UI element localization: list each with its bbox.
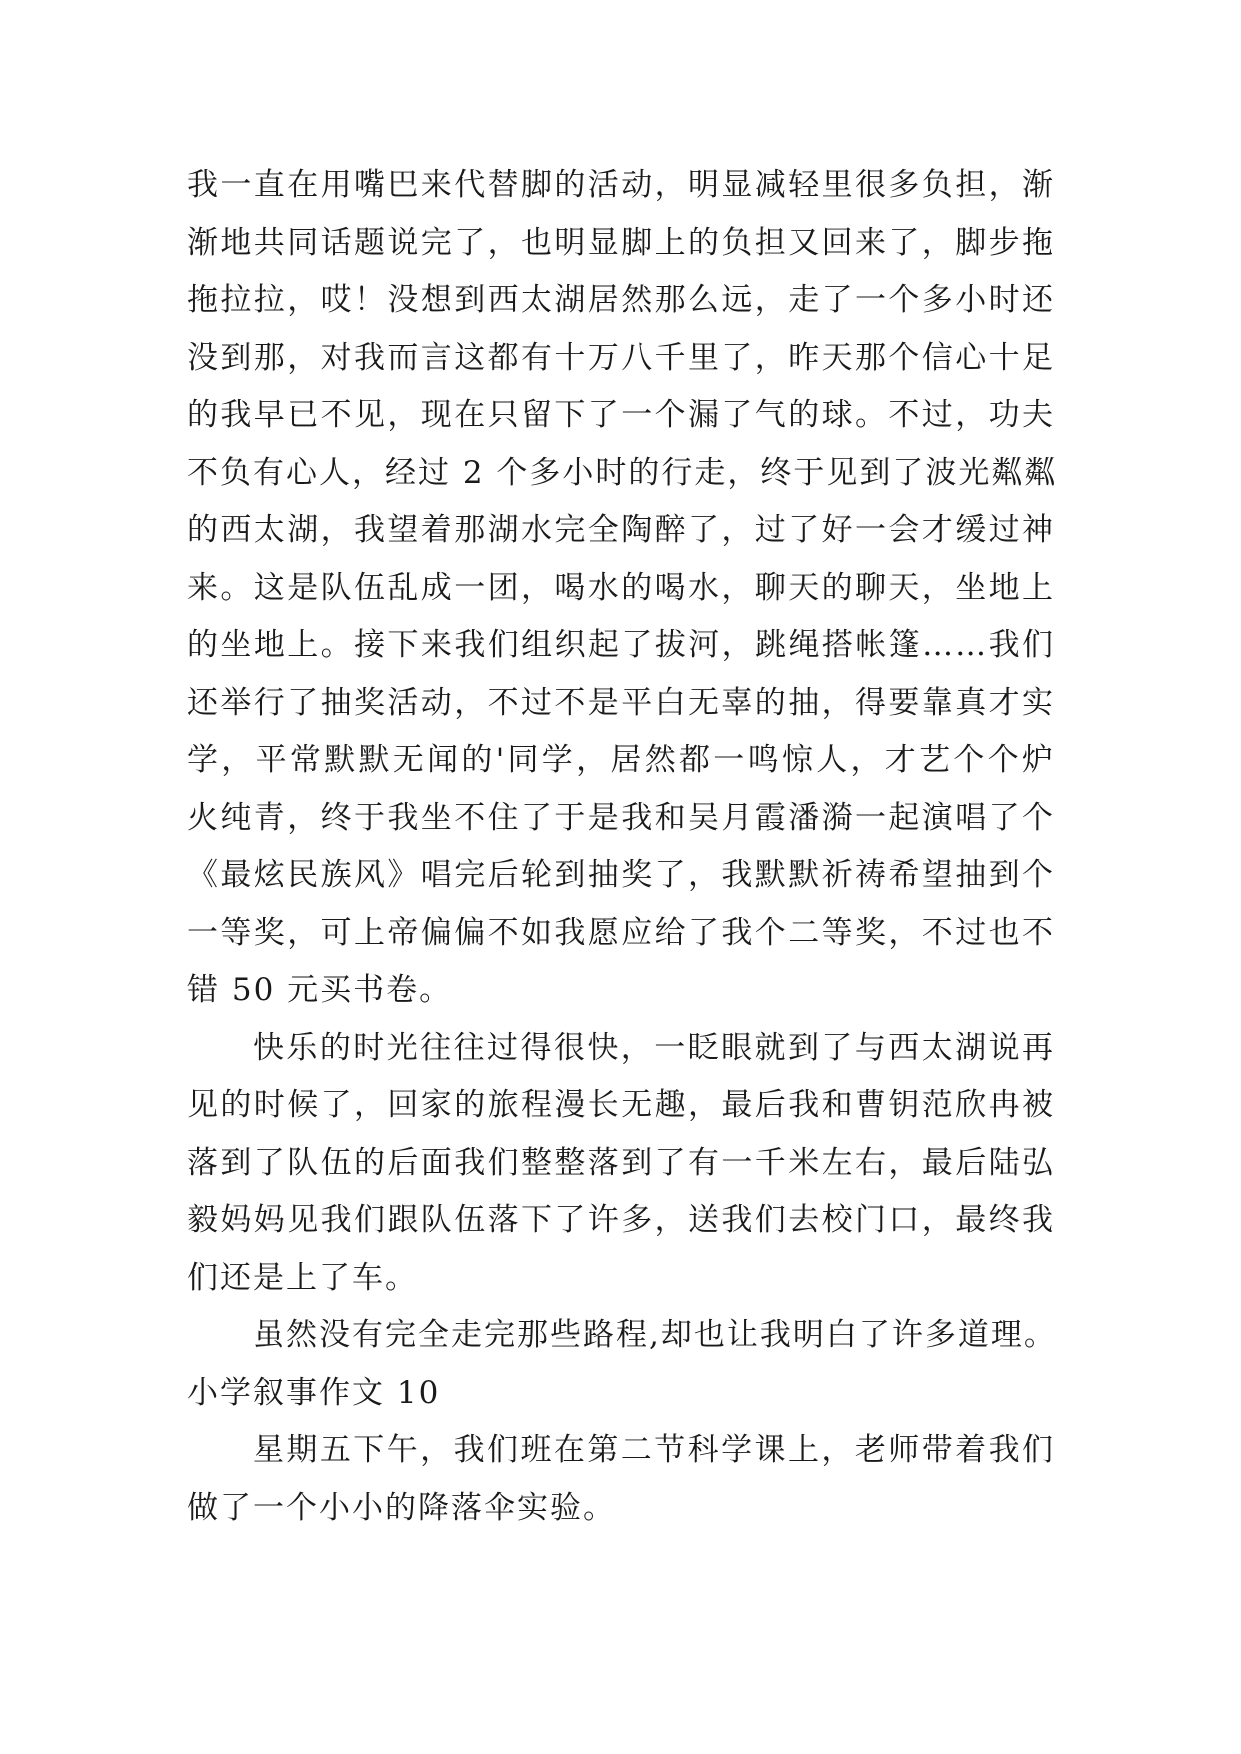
text-line: 我一直在用嘴巴来代替脚的活动，明显减轻里很多负担，渐 — [187, 167, 1055, 203]
text-line: 来。这是队伍乱成一团，喝水的喝水，聊天的聊天，坐地上 — [187, 569, 1055, 606]
text-line: 《最炫民族风》唱完后轮到抽奖了，我默默祈祷希望抽到个 — [187, 857, 1055, 893]
text-line: 的坐地上。接下来我们组织起了拔河，跳绳搭帐篷……我们 — [187, 627, 1055, 663]
text-line: 见的时候了，回家的旅程漫长无趣，最后我和曹钥范欣冉被 — [187, 1087, 1055, 1123]
text-line: 不负有心人，经过 2 个多小时的行走，终于见到了波光粼粼 — [187, 454, 1058, 491]
text-line: 落到了队伍的后面我们整整落到了有一千米左右，最后陆弘 — [187, 1144, 1055, 1181]
text-line: 的我早已不见，现在只留下了一个漏了气的球。不过，功夫 — [187, 397, 1055, 433]
paragraph-return-home — [187, 1020, 1055, 1308]
text-line: 一等奖，可上帝偏偏不如我愿应给了我个二等奖，不过也不 — [187, 914, 1055, 951]
text-line: 们还是上了车。 — [187, 1259, 418, 1296]
paragraph-parachute — [187, 1422, 1055, 1537]
document-body — [187, 157, 1058, 1537]
text-line: 毅妈妈见我们跟队伍落下了许多，送我们去校门口，最终我 — [187, 1202, 1055, 1238]
text-line: 还举行了抽奖活动，不过不是平白无辜的抽，得要靠真才实 — [187, 684, 1055, 721]
paragraph-conclusion — [187, 1307, 1055, 1365]
text-line: 虽然没有完全走完那些路程,却也让我明白了许多道理。 — [253, 1317, 1057, 1353]
text-line: 拖拉拉，哎！没想到西太湖居然那么远，走了一个多小时还 — [187, 282, 1055, 318]
text-line: 做了一个小小的降落伞实验。 — [187, 1489, 616, 1526]
text-line: 星期五下午，我们班在第二节科学课上，老师带着我们 — [253, 1432, 1055, 1468]
text-line: 错 50 元买书卷。 — [187, 972, 453, 1008]
text-line: 快乐的时光往往过得很快，一眨眼就到了与西太湖说再 — [253, 1029, 1055, 1066]
paragraph-continuation — [187, 157, 1058, 1020]
text-line: 学，平常默默无闻的'同学，居然都一鸣惊人，才艺个个炉 — [187, 742, 1055, 778]
text-line: 的西太湖，我望着那湖水完全陶醉了，过了好一会才缓过神 — [187, 512, 1055, 548]
text-line: 火纯青，终于我坐不住了于是我和吴月霞潘漪一起演唱了个 — [187, 799, 1055, 836]
essay-heading: 小学叙事作文 10 — [187, 1374, 441, 1411]
text-line: 渐地共同话题说完了，也明显脚上的负担又回来了，脚步拖 — [187, 224, 1055, 261]
text-line: 没到那，对我而言这都有十万八千里了，昨天那个信心十足 — [187, 339, 1055, 376]
